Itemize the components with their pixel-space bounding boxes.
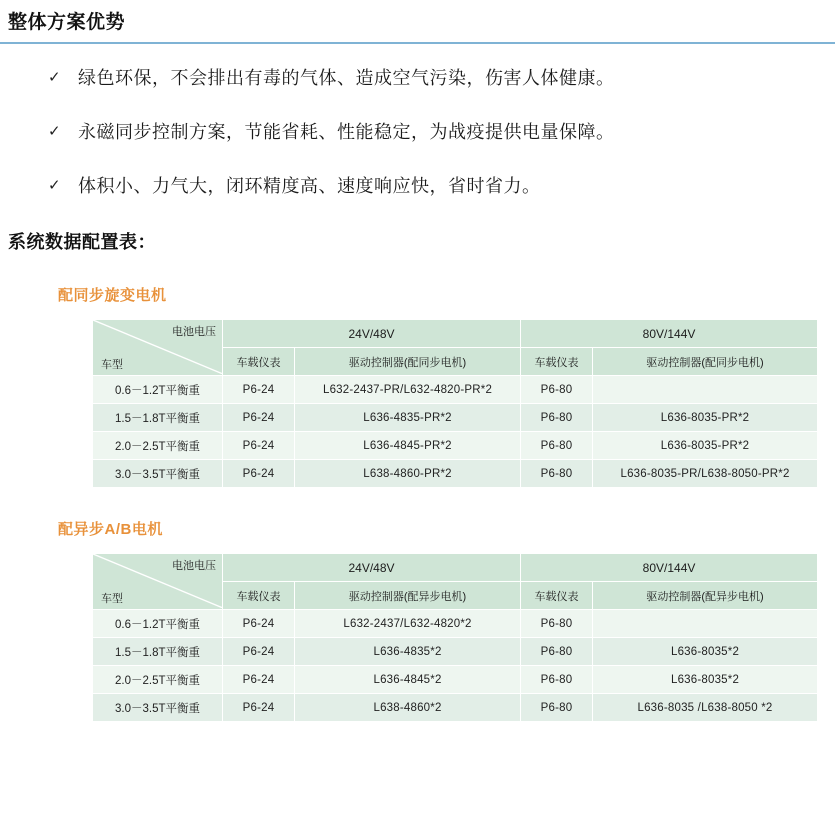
- list-item: [48, 120, 835, 144]
- section-title-data-config: 系统数据配置表：: [8, 232, 156, 252]
- subheader-meter-1: 车载仪表: [223, 582, 295, 610]
- cell-meter-2: P6-80: [521, 432, 593, 460]
- cell-controller-1: L636-4835*2: [295, 638, 521, 666]
- cell-model: 0.6－1.2T平衡重: [93, 376, 223, 404]
- corner-label-top: 电池电压: [172, 560, 216, 572]
- cell-meter-1: P6-24: [223, 694, 295, 722]
- table-row: [93, 666, 818, 694]
- cell-model: 2.0－2.5T平衡重: [93, 666, 223, 694]
- cell-meter-2: P6-80: [521, 638, 593, 666]
- table-caption: 配异步A/B电机: [58, 521, 163, 538]
- table-caption: 配同步旋变电机: [58, 287, 167, 304]
- table-corner-cell: [93, 320, 223, 376]
- config-table-sync: [92, 319, 818, 488]
- cell-meter-2: P6-80: [521, 610, 593, 638]
- cell-model: 3.0－3.5T平衡重: [93, 460, 223, 488]
- check-icon: ✓: [48, 69, 61, 86]
- cell-meter-1: P6-24: [223, 432, 295, 460]
- list-item-label: 绿色环保，不会排出有毒的气体、造成空气污染，伤害人体健康。: [78, 68, 615, 88]
- cell-controller-2: L636-8035-PR/L638-8050-PR*2: [593, 460, 818, 488]
- corner-label-bottom: 车型: [101, 593, 123, 605]
- cell-controller-2: L636-8035-PR*2: [593, 432, 818, 460]
- corner-label-top: 电池电压: [172, 326, 216, 338]
- table-header-row: [93, 320, 818, 348]
- page-header: [0, 0, 835, 36]
- table-row: [93, 432, 818, 460]
- group-header-80v: 80V/144V: [521, 320, 818, 348]
- table-group-sync-motor: [0, 284, 835, 488]
- cell-meter-2: P6-80: [521, 376, 593, 404]
- cell-controller-2: L636-8035-PR*2: [593, 404, 818, 432]
- list-item: [48, 174, 835, 198]
- cell-controller-2: [593, 376, 818, 404]
- subheader-controller-2: 驱动控制器(配同步电机): [593, 348, 818, 376]
- cell-model: 3.0－3.5T平衡重: [93, 694, 223, 722]
- list-item-label: 体积小、力气大，闭环精度高、速度响应快，省时省力。: [78, 176, 541, 196]
- table-group-async-motor: [0, 518, 835, 722]
- title-divider: [0, 42, 835, 44]
- cell-model: 1.5－1.8T平衡重: [93, 404, 223, 432]
- cell-controller-2: L636-8035*2: [593, 666, 818, 694]
- table-row: [93, 460, 818, 488]
- cell-controller-1: L638-4860*2: [295, 694, 521, 722]
- cell-controller-1: L632-2437-PR/L632-4820-PR*2: [295, 376, 521, 404]
- subheader-controller-1: 驱动控制器(配异步电机): [295, 582, 521, 610]
- corner-label-bottom: 车型: [101, 359, 123, 371]
- table-row: [93, 404, 818, 432]
- cell-model: 1.5－1.8T平衡重: [93, 638, 223, 666]
- cell-meter-1: P6-24: [223, 376, 295, 404]
- cell-model: 2.0－2.5T平衡重: [93, 432, 223, 460]
- list-item: [48, 66, 835, 90]
- group-header-24v: 24V/48V: [223, 320, 521, 348]
- cell-controller-1: L638-4860-PR*2: [295, 460, 521, 488]
- subheader-meter-2: 车载仪表: [521, 348, 593, 376]
- check-icon: ✓: [48, 177, 61, 194]
- cell-controller-2: L636-8035*2: [593, 638, 818, 666]
- table-header-row: [93, 554, 818, 582]
- config-table-async: [92, 553, 818, 722]
- cell-controller-2: L636-8035 /L638-8050 *2: [593, 694, 818, 722]
- advantages-list: [0, 66, 835, 198]
- subheader-meter-2: 车载仪表: [521, 582, 593, 610]
- cell-model: 0.6－1.2T平衡重: [93, 610, 223, 638]
- cell-meter-2: P6-80: [521, 694, 593, 722]
- subheader-meter-1: 车载仪表: [223, 348, 295, 376]
- cell-controller-1: L632-2437/L632-4820*2: [295, 610, 521, 638]
- cell-meter-1: P6-24: [223, 460, 295, 488]
- cell-controller-1: L636-4845-PR*2: [295, 432, 521, 460]
- group-header-24v: 24V/48V: [223, 554, 521, 582]
- cell-meter-2: P6-80: [521, 460, 593, 488]
- cell-meter-2: P6-80: [521, 666, 593, 694]
- check-icon: ✓: [48, 123, 61, 140]
- cell-meter-1: P6-24: [223, 666, 295, 694]
- cell-controller-2: [593, 610, 818, 638]
- subheader-controller-1: 驱动控制器(配同步电机): [295, 348, 521, 376]
- table-row: [93, 638, 818, 666]
- subheader-controller-2: 驱动控制器(配异步电机): [593, 582, 818, 610]
- page-title: 整体方案优势: [8, 12, 126, 33]
- cell-meter-2: P6-80: [521, 404, 593, 432]
- table-corner-cell: [93, 554, 223, 610]
- group-header-80v: 80V/144V: [521, 554, 818, 582]
- cell-controller-1: L636-4835-PR*2: [295, 404, 521, 432]
- table-row: [93, 376, 818, 404]
- cell-meter-1: P6-24: [223, 638, 295, 666]
- table-row: [93, 694, 818, 722]
- cell-controller-1: L636-4845*2: [295, 666, 521, 694]
- table-row: [93, 610, 818, 638]
- cell-meter-1: P6-24: [223, 610, 295, 638]
- cell-meter-1: P6-24: [223, 404, 295, 432]
- list-item-label: 永磁同步控制方案，节能省耗、性能稳定，为战疫提供电量保障。: [78, 122, 615, 142]
